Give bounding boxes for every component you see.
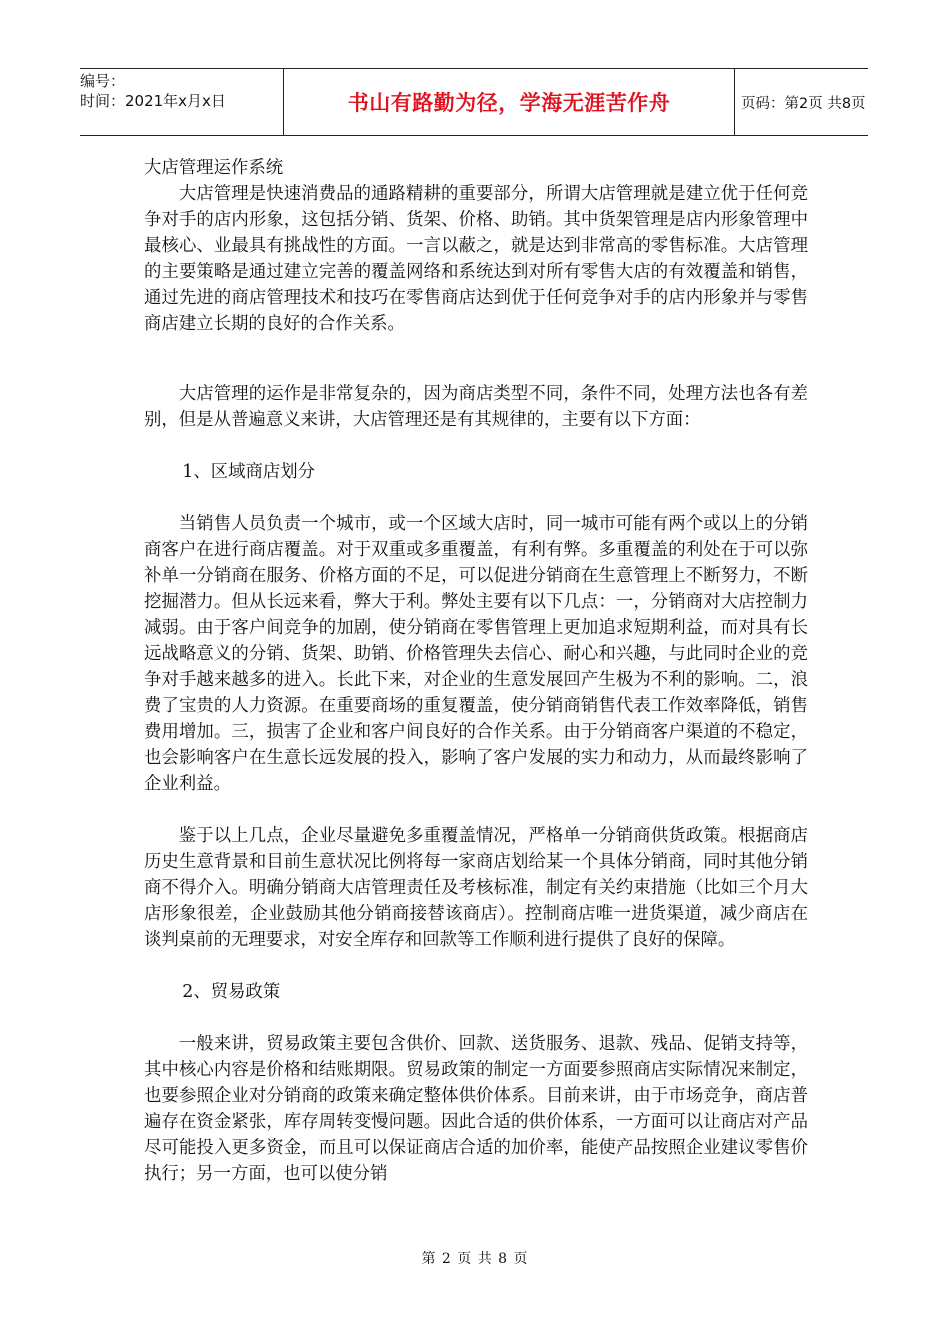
document-date: 时间：2021年x月x日	[80, 92, 226, 110]
header-meta	[80, 69, 280, 137]
section1-paragraph-1: 当销售人员负责一个城市，或一个区域大店时，同一城市可能有两个或以上的分销商客户在进行商店覆盖。对于双重或多重覆盖，有利有弊。多重覆盖的利处在于可以弥补单一分销商在服务、价格方面的不足，可以促进分销商在生意管理上不断努力，不断挖掘潜力。但从长远来看，弊大于利。弊处主要有以下几点：一，分销商对大店控制力减弱。由于客户间竞争的加剧，使分销商在零售管理上更加追求短期利益，而对具有长远战略意义的分销、货架、助销、价格管理失去信心、耐心和兴趣，与此同时企业的竞争对手越来越多的进入。长此下来，对企业的生意发展回产生极为不利的影响。二，浪费了宝贵的人力资源。在重要商场的重复覆盖，使分销商销售代表工作效率降低，销售费用增加。三，损害了企业和客户间良好的合作关系。由于分销商客户渠道的不稳定，也会影响客户在生意长远发展的投入，影响了客户发展的实力和动力，从而最终影响了企业利益。	[144, 514, 808, 794]
section-heading-1: 1、区域商店划分	[182, 462, 316, 482]
document-body	[144, 155, 808, 1187]
section2-paragraph-1: 一般来讲，贸易政策主要包含供价、回款、送货服务、退款、残品、促销支持等，其中核心内容是价格和结账期限。贸易政策的制定一方面要参照商店实际情况来制定，也要参照企业对分销商的政策来确定整体供价体系。目前来讲，由于市场竞争，商店普遍存在资金紧张，库存周转变慢问题。因此合适的供价体系，一方面可以让商店对产品尽可能投入更多资金，而且可以保证商店合适的加价率，能使产品按照企业建议零售价执行；另一方面，也可以使分销	[144, 1034, 808, 1184]
header-motto: 书山有路勤为径，学海无涯苦作舟	[283, 69, 735, 135]
section-heading-2: 2、贸易政策	[182, 982, 281, 1002]
intro-paragraph: 大店管理是快速消费品的通路精耕的重要部分，所谓大店管理就是建立优于任何竞争对手的店内形象，这包括分销、货架、价格、助销。其中货架管理是店内形象管理中最核心、业最具有挑战性的方面。一言以蔽之，就是达到非常高的零售标准。大店管理的主要策略是通过建立完善的覆盖网络和系统达到对所有零售大店的有效覆盖和销售，通过先进的商店管理技术和技巧在零售商店达到优于任何竞争对手的店内形象并与零售商店建立长期的良好的合作关系。	[144, 184, 808, 334]
document-title: 大店管理运作系统	[144, 158, 284, 178]
page-footer: 第 2 页 共 8 页	[421, 1251, 529, 1267]
overview-paragraph: 大店管理的运作是非常复杂的，因为商店类型不同，条件不同，处理方法也各有差别，但是从普遍意义来讲，大店管理还是有其规律的，主要有以下方面：	[144, 384, 808, 430]
document-number-label: 编号：	[80, 72, 126, 90]
section1-paragraph-2: 鉴于以上几点，企业尽量避免多重覆盖情况，严格单一分销商供货政策。根据商店历史生意背景和目前生意状况比例将每一家商店划给某一个具体分销商，同时其他分销商不得介入。明确分销商大店管理责任及考核标准，制定有关约束措施（比如三个月大店形象很差，企业鼓励其他分销商接替该商店）。控制商店唯一进货渠道，减少商店在谈判桌前的无理要求，对安全库存和回款等工作顺利进行提供了良好的保障。	[144, 826, 808, 950]
page-header	[80, 68, 868, 136]
header-page-info: 页码：第2页 共8页	[741, 95, 866, 112]
